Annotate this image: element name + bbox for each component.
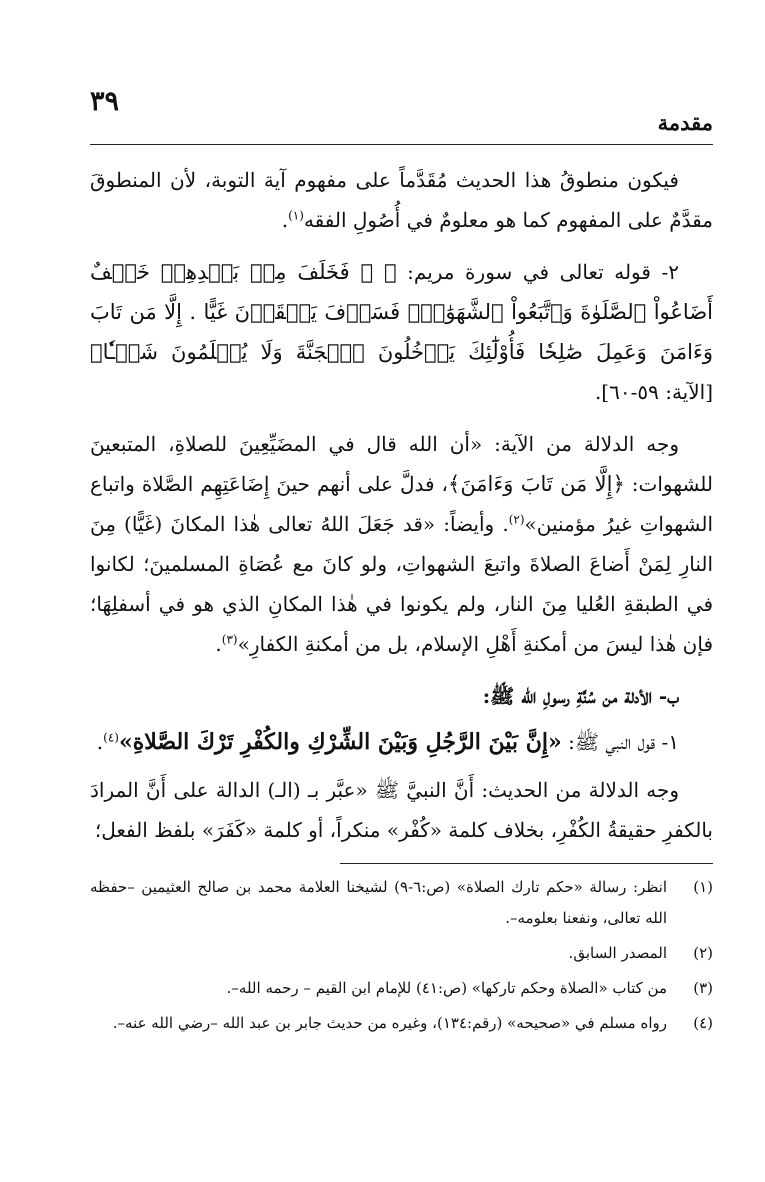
page-number: ٣٩	[90, 86, 120, 117]
footnote-item	[90, 872, 713, 934]
paragraph-text: ، فدلَّ على أنهم حينَ إِضَاعَتِهِم الصَّلاة واتباع الشهواتِ غيرُ مؤمنين»	[90, 472, 713, 536]
section-title: مقدمة	[657, 110, 713, 135]
footnote-number: (٤)	[693, 1014, 713, 1032]
page-header	[90, 86, 713, 146]
footnote-text: رواه مسلم في «صحيحه» (رقم:١٣٤)، وغيره من حديث جابر بن عبد الله –رضي الله عنه–.	[112, 1014, 667, 1032]
footnote-ref-1: (١)	[288, 208, 304, 223]
sub-heading: ب- الأدلة من سُنَّةِ رسولِ الله ﷺ:	[482, 684, 679, 708]
footnote-ref-4: (٤)	[103, 730, 119, 745]
footnote-number: (١)	[693, 878, 713, 896]
paragraph-1	[90, 160, 713, 240]
quran-verse: ﴿ ۞ فَخَلَفَ مِنۢ بَعۡدِهِمۡ خَلۡفٌ أَضَاعُواْ ٱلصَّلَوٰةَ وَٱتَّبَعُواْ ٱلشَّهَوَٰتِۖ فَسَوۡفَ يَلۡقَوۡنَ غَيًّا . إِلَّا مَن تَابَ وَءَامَنَ وَعَمِلَ صَٰلِحٗا فَأُوْلَٰٓئِكَ يَدۡخُلُونَ ٱلۡجَنَّةَ وَلَا يُظۡلَمُونَ شَيۡـٔٗا﴾	[90, 260, 713, 364]
paragraph-text: .	[215, 632, 222, 656]
paragraph-4: وجه الدلالة من الحديث: أَنَّ النبيَّ ﷺ «عبَّر بـ (الـ) الدالة على أَنَّ المرادَ بالكفرِ حقيقةُ الكُفْرِ، بخلاف كلمة «كُفْر» منكراً، أو كلمة «كَفَرَ» بلفظ الفعل؛	[90, 778, 713, 842]
footnote-ref-3: (٣)	[221, 632, 238, 647]
footnote-text: انظر: رسالة «حكم تارك الصلاة» (ص:٦-٩) لشيخنا العلامة محمد بن صالح العثيمين –حفظه الله تعالى، ونفعنا بعلومه–.	[90, 878, 667, 927]
footnote-item	[90, 1008, 713, 1039]
footnote-number: (٣)	[693, 979, 713, 997]
footnote-ref-2: (٢)	[508, 512, 525, 527]
paragraph-text: ٢- قوله تعالى في سورة مريم:	[407, 260, 680, 284]
paragraph-text: . وأيضاً: «قد جَعَلَ اللهُ تعالى هٰذا المكانَ (غَيًّا) مِنَ النارِ لِمَنْ أَضاعَ الصلاةَ واتبعَ الشهواتِ، ولو كانَ مع عُصَاةِ المسلمينَ؛ لكانوا في الطبقةِ العُليا مِنَ النار، ولم يكونوا في هٰذا المكانِ الذي هو في أسفلِهَا؛ فإن هٰذا ليسَ من أمكنةِ أَهْلِ الإسلام، بل من أمكنةِ الكفارِ»	[90, 512, 713, 656]
footnote-text: المصدر السابق.	[568, 944, 667, 962]
paragraph-3	[90, 424, 713, 664]
hadith-text: «إِنَّ بَيْنَ الرَّجُلِ وَبَيْنَ الشِّرْكِ والكُفْرِ تَرْكَ الصَّلاةِ»	[118, 729, 562, 755]
footnote-number: (٢)	[693, 944, 713, 962]
footnote-text: من كتاب «الصلاة وحكم تاركها» (ص:٤١) للإمام ابن القيم – رحمه الله–.	[226, 979, 667, 997]
header-divider	[90, 144, 713, 145]
paragraph-text: .	[96, 730, 104, 754]
quran-verse: ﴿إِلَّا مَن تَابَ وَءَامَنَ﴾	[448, 472, 625, 496]
footnote-item	[90, 973, 713, 1004]
paragraph-text: فيكون منطوقُ هذا الحديث مُقَدَّماً على مفهوم آية التوبة، لأن المنطوقَ مقدَّمٌ على المفهوم كما هو معلومٌ في أُصُولِ الفقه	[90, 168, 713, 232]
paragraph-text: ١- قول النبي ﷺ:	[568, 730, 679, 754]
footnote-divider	[340, 863, 713, 864]
paragraph-2	[90, 252, 713, 412]
page-body	[90, 160, 713, 862]
hadith-paragraph	[90, 722, 713, 762]
footnote-item	[90, 938, 713, 969]
verse-reference: [الآية: ٥٩-٦٠].	[594, 380, 713, 404]
footnotes	[90, 872, 713, 1043]
paragraph-text: .	[281, 208, 289, 232]
paragraph-text: وجه الدلالة من الآية: «أن الله قال في المضَيِّعِينَ للصلاةِ، المتبعينَ للشهوات:	[90, 432, 714, 496]
